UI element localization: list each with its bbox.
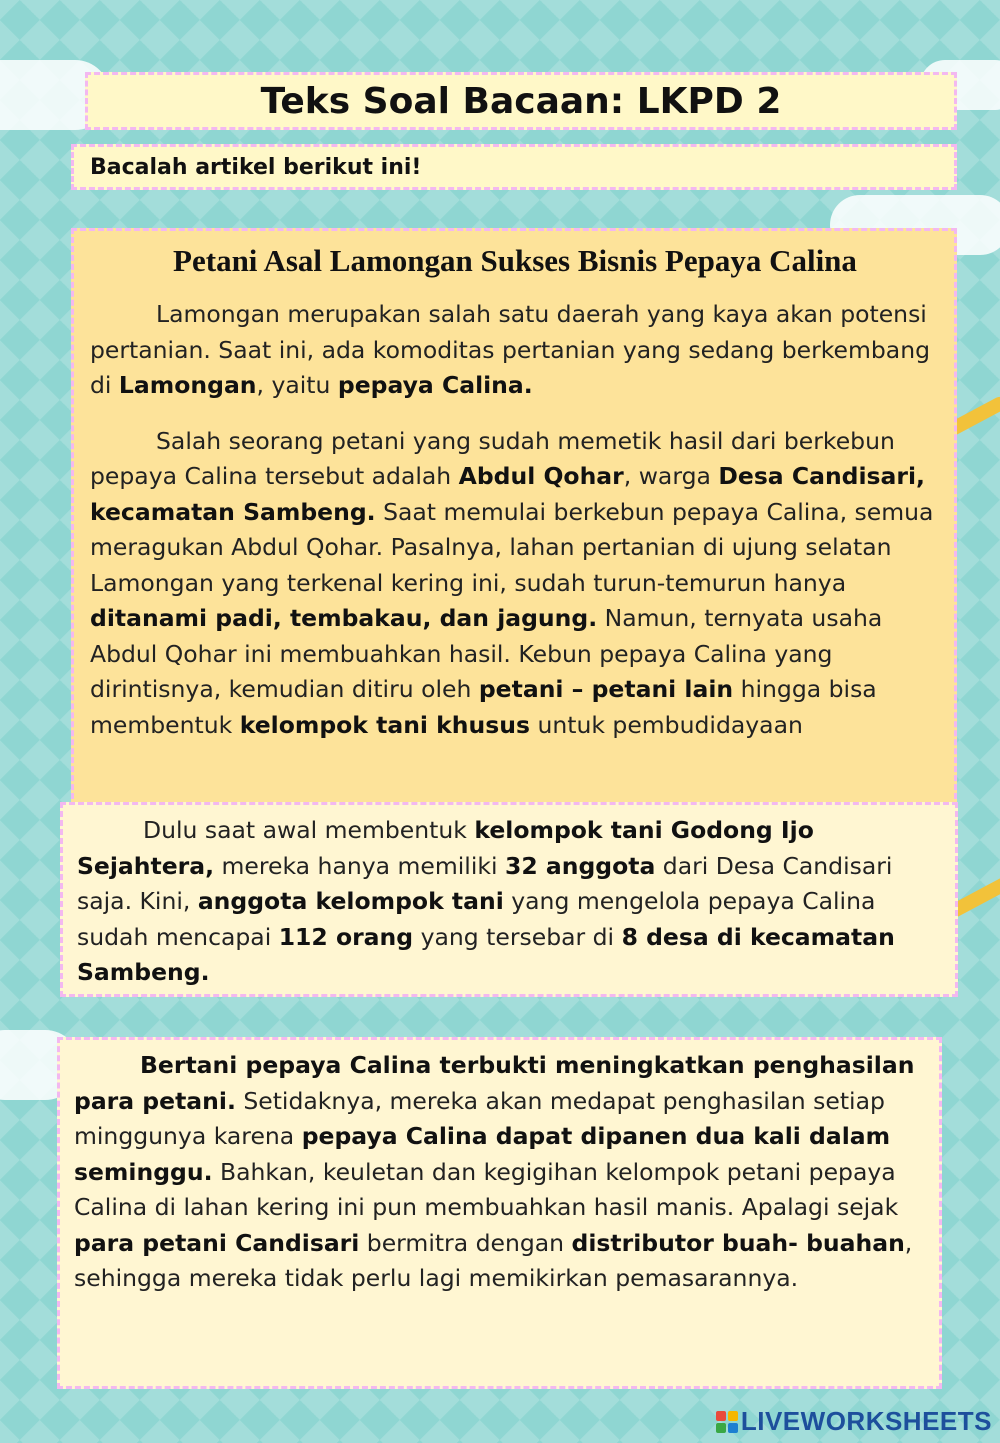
paragraph-4: Bertani pepaya Calina terbukti meningkatkan penghasilan para petani. Setidaknya, mereka akan medapat penghasilan setiap minggunya karena pepaya Calina dapat dipanen dua kali dalam seminggu. Bahkan, keuletan dan kegigihan kelompok petani pepaya Calina di lahan kering ini pun membuahkan hasil manis. Apalagi sejak para petani Candisari bermitra dengan distributor buah- buahan, sehingga mereka tidak perlu lagi memikirkan pemasarannya. bbox=[74, 1051, 915, 1292]
paragraph-4-box bbox=[57, 1037, 942, 1389]
article-title: Petani Asal Lamongan Sukses Bisnis Pepaya Calina bbox=[173, 243, 857, 278]
instruction-box bbox=[71, 144, 957, 190]
paragraph-3-box bbox=[60, 802, 958, 997]
page-title: Teks Soal Bacaan: LKPD 2 bbox=[260, 80, 782, 122]
logo-icon bbox=[716, 1411, 738, 1433]
title-box bbox=[85, 72, 957, 130]
paragraph-3: Dulu saat awal membentuk kelompok tani Godong Ijo Sejahtera, mereka hanya memiliki 32 anggota dari Desa Candisari saja. Kini, anggota kelompok tani yang mengelola pepaya Calina sudah mencapai 112 orang yang tersebar di 8 desa di kecamatan Sambeng. bbox=[77, 816, 895, 986]
paragraph-2: Salah seorang petani yang sudah memetik hasil dari berkebun pepaya Calina tersebut adalah Abdul Qohar, warga Desa Candisari, kecamatan Sambeng. Saat memulai berkebun pepaya Calina, semua meragukan Abdul Qohar. Pasalnya, lahan pertanian di ujung selatan Lamongan yang terkenal kering ini, sudah turun-temurun hanya ditanami padi, tembakau, dan jagung. Namun, ternyata usaha Abdul Qohar ini membuahkan hasil. Kebun pepaya Calina yang dirintisnya, kemudian ditiru oleh petani – petani lain hingga bisa membentuk kelompok tani khusus untuk pembudidayaan bbox=[90, 426, 934, 739]
instruction-text: Bacalah artikel berikut ini! bbox=[90, 155, 422, 180]
logo-text: LIVEWORKSHEETS bbox=[740, 1406, 992, 1436]
article-box bbox=[71, 228, 957, 808]
paragraph-1: Lamongan merupakan salah satu daerah yang kaya akan potensi pertanian. Saat ini, ada komoditas pertanian yang sedang berkembang di Lamongan, yaitu pepaya Calina. bbox=[90, 300, 930, 399]
liveworksheets-logo[interactable] bbox=[716, 1406, 992, 1437]
